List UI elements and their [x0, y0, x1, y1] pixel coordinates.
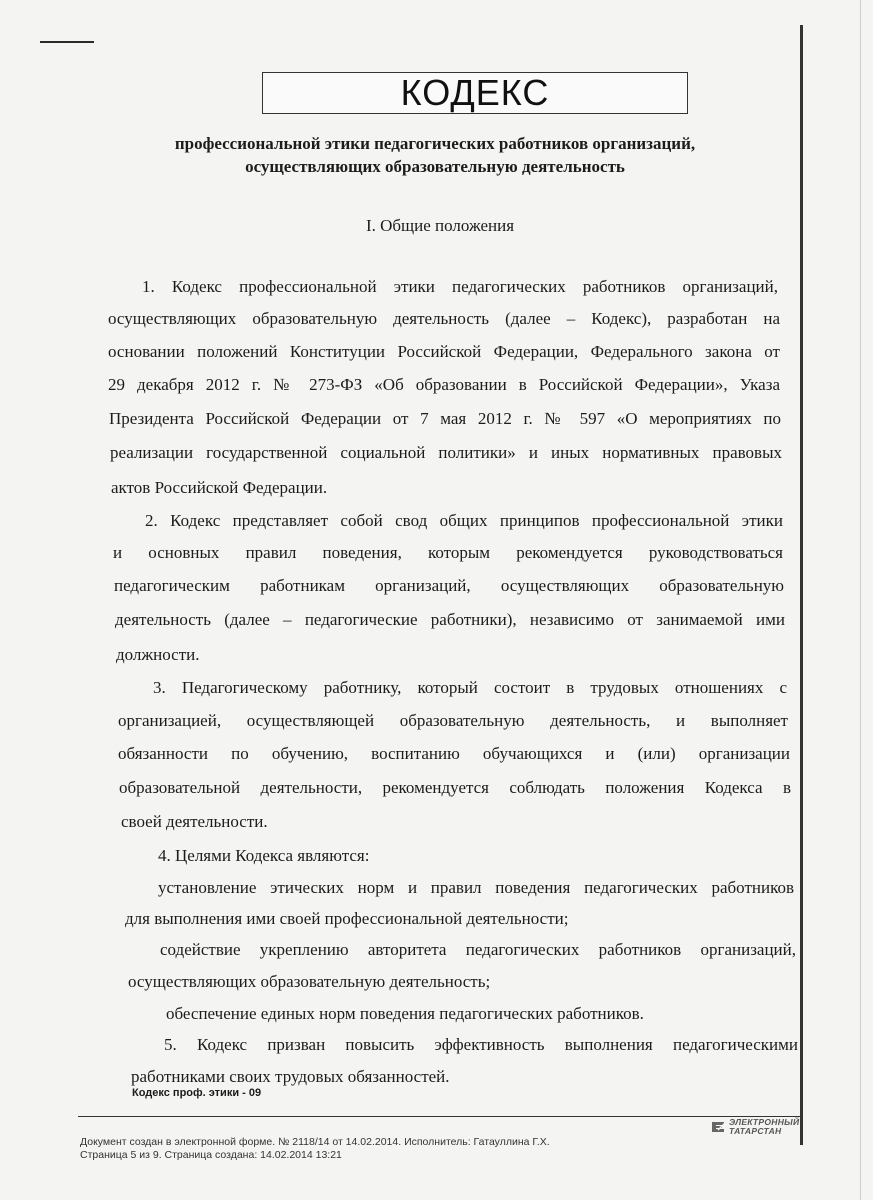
logo-text: [729, 1118, 799, 1136]
document-title: КОДЕКС: [262, 72, 688, 114]
paragraph-1-line: основании положений Конституции Российской Федерации, Федерального закона от: [108, 342, 780, 361]
page-edge-line: [800, 25, 803, 1145]
logo-text-line-2: ТАТАРСТАН: [729, 1126, 782, 1136]
logo-icon: [710, 1119, 726, 1135]
page-edge-line-outer: [860, 0, 861, 1200]
electronic-tatarstan-logo: [710, 1118, 799, 1136]
paragraph-2-line: педагогическим работникам организаций, осуществляющих образовательную: [114, 576, 784, 595]
paragraph-5-line: 5. Кодекс призван повысить эффективность выполнения педагогическими: [164, 1035, 798, 1054]
footer-document-code: Кодекс проф. этики - 09: [132, 1087, 262, 1099]
paragraph-3-line: 3. Педагогическому работнику, который состоит в трудовых отношениях с: [153, 678, 787, 697]
scan-mark: [40, 41, 94, 43]
document-subtitle-line-2: осуществляющих образовательную деятельность: [245, 157, 625, 176]
paragraph-1-line: Президента Российской Федерации от 7 мая 2012 г. № 597 «О мероприятиях по: [109, 409, 781, 428]
paragraph-5-line: работниками своих трудовых обязанностей.: [131, 1067, 450, 1086]
paragraph-4-item: осуществляющих образовательную деятельность;: [128, 972, 491, 991]
paragraph-3-line: обязанности по обучению, воспитанию обучающихся и (или) организации: [118, 744, 790, 763]
paragraph-3-line: своей деятельности.: [121, 812, 268, 831]
paragraph-4-heading: 4. Целями Кодекса являются:: [158, 846, 370, 865]
paragraph-1-line: актов Российской Федерации.: [111, 478, 328, 497]
paragraph-3-line: организацией, осуществляющей образовательную деятельность, и выполняет: [118, 711, 788, 730]
paragraph-4-item: содействие укреплению авторитета педагогических работников организаций,: [160, 940, 796, 959]
paragraph-4-item: обеспечение единых норм поведения педагогических работников.: [166, 1004, 644, 1023]
paragraph-1-line: 29 декабря 2012 г. № 273-ФЗ «Об образовании в Российской Федерации», Указа: [108, 375, 780, 394]
footer-divider: [78, 1116, 800, 1117]
paragraph-4-item: для выполнения ими своей профессиональной деятельности;: [125, 909, 569, 928]
document-subtitle-line-1: профессиональной этики педагогических работников организаций,: [174, 134, 696, 153]
paragraph-1-line: реализации государственной социальной политики» и иных нормативных правовых: [110, 443, 782, 462]
paragraph-4-item: установление этических норм и правил поведения педагогических работников: [158, 878, 794, 897]
logo-text-line-1: ЭЛЕКТРОННЫЙ: [729, 1117, 800, 1127]
paragraph-2-line: и основных правил поведения, которым рекомендуется руководствоваться: [113, 543, 783, 562]
paragraph-2-line: должности.: [116, 645, 200, 664]
footer-document-info: Документ создан в электронной форме. № 2118/14 от 14.02.2014. Исполнитель: Гатауллина Г.Х.: [80, 1136, 550, 1148]
paragraph-2-line: деятельность (далее – педагогические работники), независимо от занимаемой ими: [115, 610, 785, 629]
paragraph-1-line: осуществляющих образовательную деятельность (далее – Кодекс), разработан на: [108, 309, 780, 328]
footer-page-info: Страница 5 из 9. Страница создана: 14.02.2014 13:21: [80, 1149, 342, 1161]
paragraph-3-line: образовательной деятельности, рекомендуется соблюдать положения Кодекса в: [119, 778, 791, 797]
paragraph-2-line: 2. Кодекс представляет собой свод общих принципов профессиональной этики: [145, 511, 783, 530]
paragraph-1-line: 1. Кодекс профессиональной этики педагогических работников организаций,: [142, 277, 778, 296]
section-heading: I. Общие положения: [365, 216, 515, 235]
